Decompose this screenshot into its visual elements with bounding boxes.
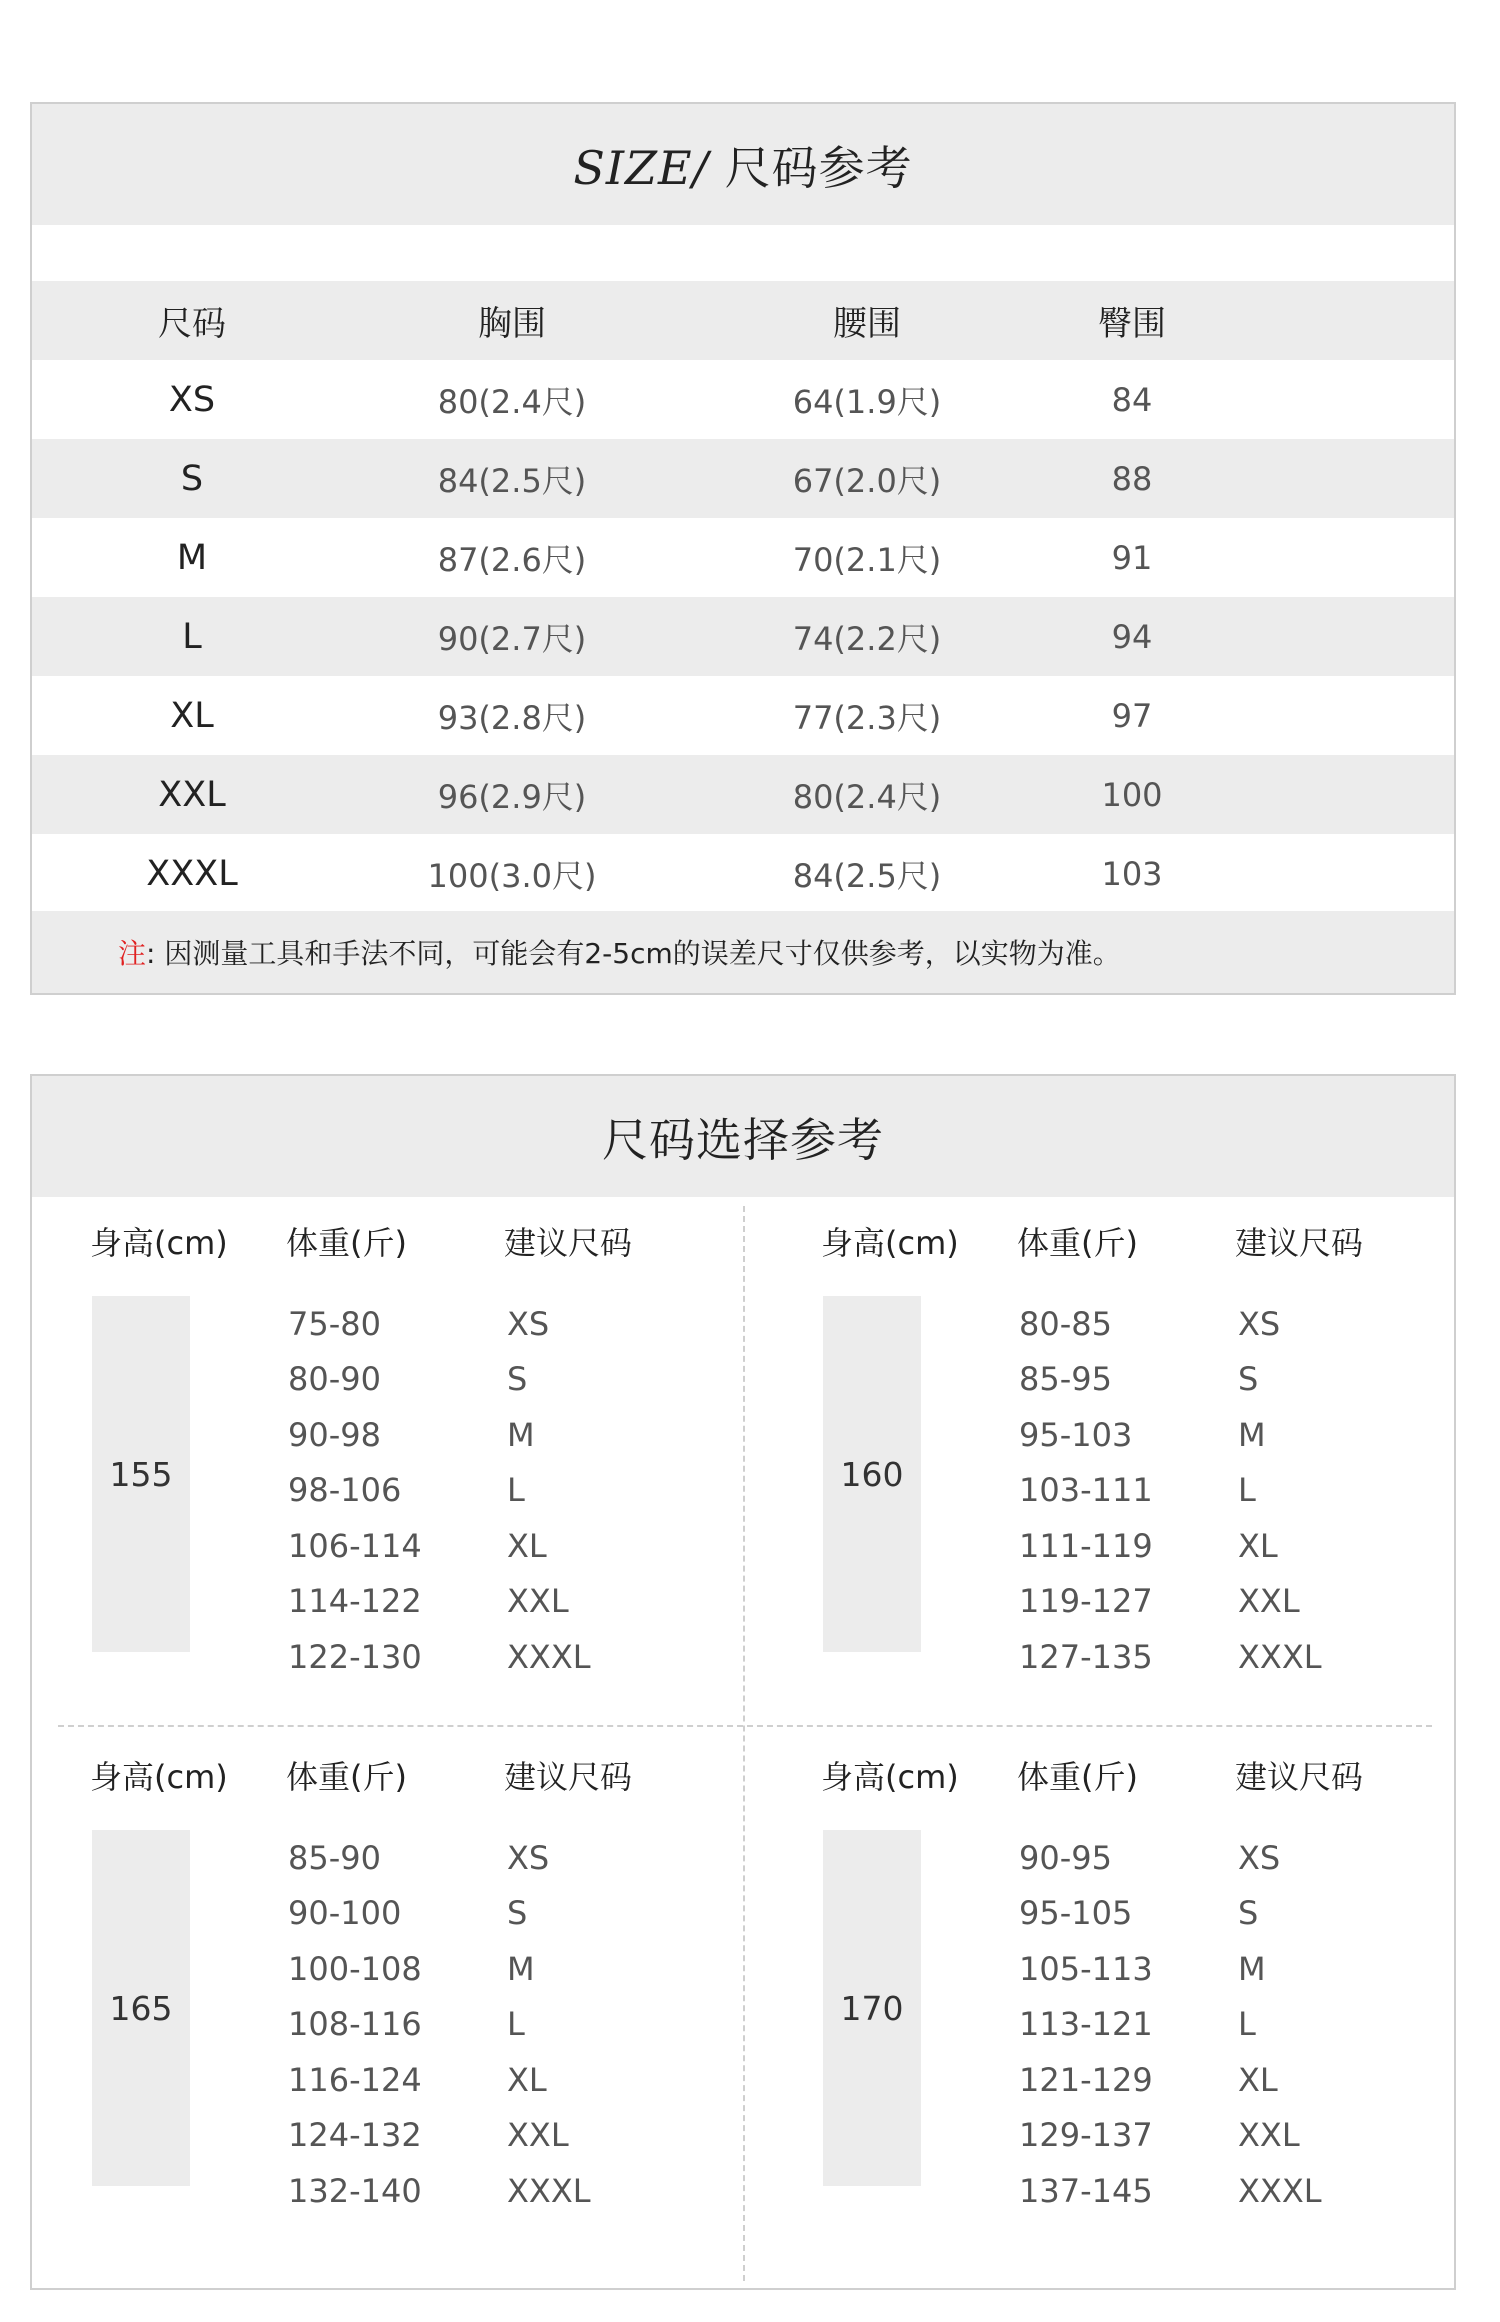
weight-range: 108-116 — [288, 2005, 422, 2043]
weight-range: 90-100 — [288, 1894, 402, 1932]
header-hip: 臀围 — [1098, 304, 1166, 344]
weight-range: 103-111 — [1019, 1471, 1153, 1509]
suggested-size: M — [1238, 1949, 1266, 1988]
cell-chest: 80(2.4尺) — [437, 382, 587, 421]
height-value: 170 — [823, 1830, 921, 2186]
size-chart-title — [573, 132, 912, 198]
weight-range: 105-113 — [1019, 1949, 1153, 1988]
suggested-size: XXL — [507, 2116, 569, 2154]
size-chart-title-bar — [32, 104, 1454, 225]
suggested-size: XL — [507, 2060, 547, 2099]
size-table-row — [32, 755, 1454, 834]
cell-waist: 74(2.2尺) — [792, 619, 942, 658]
size-table-header — [32, 281, 1454, 360]
cell-waist: 80(2.4尺) — [792, 777, 942, 816]
weight-range: 113-121 — [1019, 2005, 1153, 2043]
height-value: 160 — [823, 1296, 921, 1652]
cell-size: S — [180, 458, 204, 499]
weight-range: 124-132 — [288, 2116, 422, 2154]
height-group-155 — [32, 1216, 732, 1736]
weight-range: 80-90 — [288, 1360, 381, 1398]
suggested-size: XXXL — [1238, 1637, 1322, 1676]
size-chart-panel — [30, 102, 1456, 995]
cell-waist: 70(2.1尺) — [792, 540, 942, 579]
weight-range: 90-95 — [1019, 1838, 1112, 1877]
measurement-note — [32, 911, 1454, 993]
col-header-weight: 体重(斤) — [286, 1758, 407, 1796]
col-header-size: 建议尺码 — [504, 1758, 633, 1796]
header-size: 尺码 — [158, 304, 226, 344]
weight-range: 95-103 — [1019, 1415, 1133, 1454]
weight-range: 111-119 — [1019, 1526, 1153, 1565]
col-header-height: 身高(cm) — [821, 1224, 959, 1262]
cell-hip: 94 — [1111, 617, 1153, 656]
note-label: 注 — [118, 937, 147, 970]
suggested-size: S — [507, 1894, 528, 1932]
note-text: : 因测量工具和手法不同，可能会有2-5cm的误差尺寸仅供参考，以实物为准。 — [146, 937, 1121, 970]
cell-waist: 64(1.9尺) — [792, 382, 942, 421]
suggested-size: XS — [507, 1838, 550, 1877]
col-header-weight: 体重(斤) — [1017, 1758, 1138, 1796]
suggested-size: S — [1238, 1894, 1259, 1932]
col-header-weight: 体重(斤) — [1017, 1224, 1138, 1262]
suggested-size: L — [1238, 1471, 1256, 1509]
cell-chest: 87(2.6尺) — [437, 540, 587, 579]
suggested-size: S — [507, 1360, 528, 1398]
suggested-size: S — [1238, 1360, 1259, 1398]
size-table-row — [32, 518, 1454, 597]
suggested-size: XS — [1238, 1838, 1281, 1877]
suggested-size: XL — [1238, 2060, 1278, 2099]
weight-range: 122-130 — [288, 1637, 422, 1676]
cell-hip: 97 — [1111, 696, 1153, 735]
suggested-size: XXL — [1238, 1582, 1300, 1620]
col-header-height: 身高(cm) — [90, 1758, 228, 1796]
suggested-size: L — [507, 1471, 525, 1509]
col-header-size: 建议尺码 — [1235, 1758, 1364, 1796]
size-table-row — [32, 834, 1454, 913]
cell-waist: 84(2.5尺) — [792, 856, 942, 895]
weight-range: 100-108 — [288, 1949, 422, 1988]
suggested-size: L — [507, 2005, 525, 2043]
height-value: 165 — [92, 1830, 190, 2186]
col-header-size: 建议尺码 — [1235, 1224, 1364, 1262]
size-chart-title-cn: 尺码参考 — [709, 140, 913, 195]
size-table-row — [32, 676, 1454, 755]
weight-range: 121-129 — [1019, 2060, 1153, 2099]
cell-waist: 77(2.3尺) — [792, 698, 942, 737]
weight-range: 127-135 — [1019, 1637, 1153, 1676]
cell-hip: 103 — [1101, 854, 1163, 893]
cell-size: XL — [170, 695, 214, 736]
weight-range: 114-122 — [288, 1582, 422, 1620]
suggested-size: M — [1238, 1415, 1266, 1454]
col-header-height: 身高(cm) — [821, 1758, 959, 1796]
size-table-row — [32, 597, 1454, 676]
suggested-size: XXL — [507, 1582, 569, 1620]
weight-range: 85-90 — [288, 1838, 381, 1877]
col-header-weight: 体重(斤) — [286, 1224, 407, 1262]
suggested-size: XS — [507, 1304, 550, 1343]
weight-range: 98-106 — [288, 1471, 402, 1509]
weight-range: 137-145 — [1019, 2171, 1153, 2210]
suggested-size: M — [507, 1415, 535, 1454]
cell-size: L — [182, 616, 202, 657]
suggested-size: XXXL — [1238, 2171, 1322, 2210]
cell-size: XXL — [158, 774, 226, 815]
suggested-size: XXXL — [507, 2171, 591, 2210]
suggested-size: M — [507, 1949, 535, 1988]
suggested-size: XL — [1238, 1526, 1278, 1565]
weight-range: 80-85 — [1019, 1304, 1112, 1343]
size-table-row — [32, 439, 1454, 518]
height-group-170 — [763, 1750, 1463, 2270]
cell-size: XXXL — [146, 853, 238, 894]
cell-size: XS — [168, 379, 216, 420]
height-value: 155 — [92, 1296, 190, 1652]
header-chest: 胸围 — [478, 304, 546, 344]
cell-size: M — [176, 537, 208, 578]
weight-range: 106-114 — [288, 1526, 422, 1565]
col-header-size: 建议尺码 — [504, 1224, 633, 1262]
cell-chest: 96(2.9尺) — [437, 777, 587, 816]
height-group-165 — [32, 1750, 732, 2270]
cell-hip: 100 — [1101, 775, 1163, 814]
weight-range: 132-140 — [288, 2171, 422, 2210]
suggested-size: XL — [507, 1526, 547, 1565]
cell-hip: 91 — [1111, 538, 1153, 577]
suggested-size: L — [1238, 2005, 1256, 2043]
selection-title-bar — [32, 1076, 1454, 1197]
header-waist: 腰围 — [833, 304, 901, 344]
size-chart-title-latin: SIZE/ — [573, 140, 710, 195]
cell-chest: 84(2.5尺) — [437, 461, 587, 500]
weight-range: 116-124 — [288, 2060, 422, 2099]
cell-hip: 84 — [1111, 380, 1153, 419]
cell-chest: 100(3.0尺) — [427, 856, 597, 895]
cell-hip: 88 — [1111, 459, 1153, 498]
col-header-height: 身高(cm) — [90, 1224, 228, 1262]
suggested-size: XXL — [1238, 2116, 1300, 2154]
weight-range: 90-98 — [288, 1415, 381, 1454]
height-group-160 — [763, 1216, 1463, 1736]
vertical-divider — [743, 1206, 745, 2281]
weight-range: 85-95 — [1019, 1360, 1112, 1398]
weight-range: 119-127 — [1019, 1582, 1153, 1620]
size-selection-panel — [30, 1074, 1456, 2290]
cell-chest: 93(2.8尺) — [437, 698, 587, 737]
weight-range: 129-137 — [1019, 2116, 1153, 2154]
size-table-row — [32, 360, 1454, 439]
suggested-size: XS — [1238, 1304, 1281, 1343]
cell-waist: 67(2.0尺) — [792, 461, 942, 500]
suggested-size: XXXL — [507, 1637, 591, 1676]
selection-title: 尺码选择参考 — [602, 1112, 884, 1167]
weight-range: 95-105 — [1019, 1894, 1133, 1932]
cell-chest: 90(2.7尺) — [437, 619, 587, 658]
weight-range: 75-80 — [288, 1304, 381, 1343]
